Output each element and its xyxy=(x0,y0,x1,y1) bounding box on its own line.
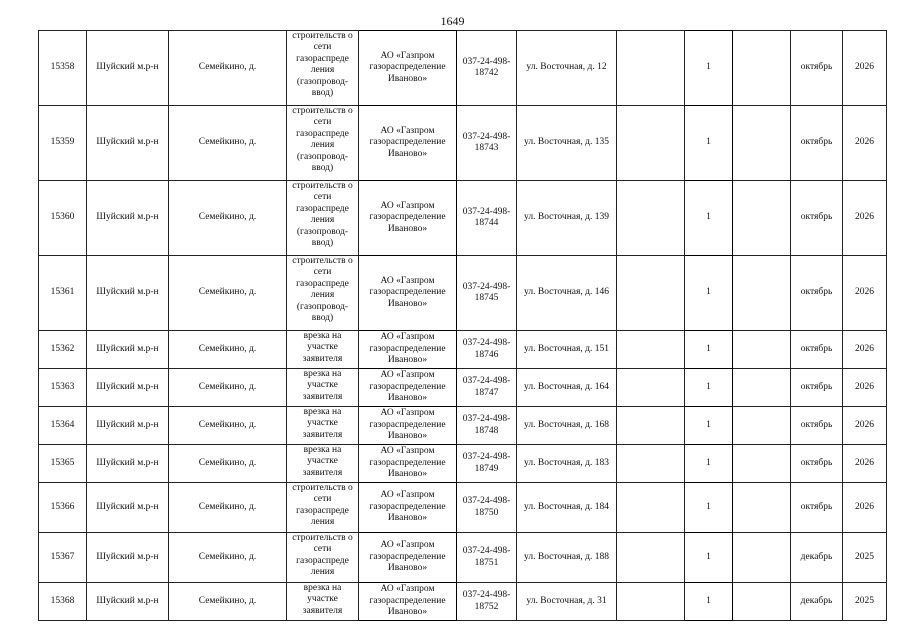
district-cell: Шуйский м.р-н xyxy=(87,331,169,369)
year-cell: 2026 xyxy=(843,256,887,331)
address-cell: ул. Восточная, д. 188 xyxy=(517,533,617,583)
organization-cell: АО «Газпром газораспределение Иваново» xyxy=(359,369,457,407)
address-cell: ул. Восточная, д. 151 xyxy=(517,331,617,369)
district-cell: Шуйский м.р-н xyxy=(87,181,169,256)
row-number: 15361 xyxy=(39,256,87,331)
empty-cell xyxy=(733,369,791,407)
year-cell: 2026 xyxy=(843,31,887,106)
work-type-cell: врезка на участке заявителя xyxy=(287,407,359,445)
table-row xyxy=(39,583,887,621)
work-type-cell: врезка на участке заявителя xyxy=(287,445,359,483)
district-cell: Шуйский м.р-н xyxy=(87,256,169,331)
district-cell: Шуйский м.р-н xyxy=(87,445,169,483)
table-row xyxy=(39,31,887,106)
application-code-cell: 037-24-498-18750 xyxy=(457,483,517,533)
year-cell: 2025 xyxy=(843,583,887,621)
month-cell: октябрь xyxy=(791,407,843,445)
organization-cell: АО «Газпром газораспределение Иваново» xyxy=(359,583,457,621)
empty-cell xyxy=(617,31,685,106)
empty-cell xyxy=(617,331,685,369)
address-cell: ул. Восточная, д. 12 xyxy=(517,31,617,106)
district-cell: Шуйский м.р-н xyxy=(87,533,169,583)
empty-cell xyxy=(733,181,791,256)
empty-cell xyxy=(733,31,791,106)
locality-cell: Семейкино, д. xyxy=(169,31,287,106)
work-type-cell: врезка на участке заявителя xyxy=(287,583,359,621)
work-type-cell: врезка на участке заявителя xyxy=(287,331,359,369)
row-number: 15359 xyxy=(39,106,87,181)
district-cell: Шуйский м.р-н xyxy=(87,483,169,533)
district-cell: Шуйский м.р-н xyxy=(87,369,169,407)
work-type-cell: строительств о сети газораспреде ления (газопровод-ввод) xyxy=(287,181,359,256)
year-cell: 2025 xyxy=(843,533,887,583)
row-number: 15363 xyxy=(39,369,87,407)
month-cell: октябрь xyxy=(791,331,843,369)
year-cell: 2026 xyxy=(843,483,887,533)
row-number: 15366 xyxy=(39,483,87,533)
work-type-cell: строительств о сети газораспреде ления xyxy=(287,533,359,583)
application-code-cell: 037-24-498-18747 xyxy=(457,369,517,407)
address-cell: ул. Восточная, д. 164 xyxy=(517,369,617,407)
quantity-cell: 1 xyxy=(685,256,733,331)
work-type-cell: строительств о сети газораспреде ления (газопровод-ввод) xyxy=(287,31,359,106)
year-cell: 2026 xyxy=(843,445,887,483)
quantity-cell: 1 xyxy=(685,369,733,407)
district-cell: Шуйский м.р-н xyxy=(87,31,169,106)
locality-cell: Семейкино, д. xyxy=(169,533,287,583)
quantity-cell: 1 xyxy=(685,181,733,256)
locality-cell: Семейкино, д. xyxy=(169,407,287,445)
application-code-cell: 037-24-498-18744 xyxy=(457,181,517,256)
address-cell: ул. Восточная, д. 168 xyxy=(517,407,617,445)
application-code-cell: 037-24-498-18746 xyxy=(457,331,517,369)
table-row xyxy=(39,533,887,583)
month-cell: октябрь xyxy=(791,181,843,256)
year-cell: 2026 xyxy=(843,407,887,445)
quantity-cell: 1 xyxy=(685,106,733,181)
month-cell: октябрь xyxy=(791,256,843,331)
table-row xyxy=(39,256,887,331)
empty-cell xyxy=(733,533,791,583)
empty-cell xyxy=(617,583,685,621)
empty-cell xyxy=(617,407,685,445)
application-code-cell: 037-24-498-18743 xyxy=(457,106,517,181)
address-cell: ул. Восточная, д. 183 xyxy=(517,445,617,483)
month-cell: декабрь xyxy=(791,583,843,621)
empty-cell xyxy=(617,369,685,407)
empty-cell xyxy=(733,445,791,483)
row-number: 15360 xyxy=(39,181,87,256)
locality-cell: Семейкино, д. xyxy=(169,331,287,369)
row-number: 15368 xyxy=(39,583,87,621)
row-number: 15365 xyxy=(39,445,87,483)
application-code-cell: 037-24-498-18742 xyxy=(457,31,517,106)
address-cell: ул. Восточная, д. 31 xyxy=(517,583,617,621)
application-code-cell: 037-24-498-18752 xyxy=(457,583,517,621)
organization-cell: АО «Газпром газораспределение Иваново» xyxy=(359,181,457,256)
table-row xyxy=(39,483,887,533)
address-cell: ул. Восточная, д. 135 xyxy=(517,106,617,181)
row-number: 15358 xyxy=(39,31,87,106)
row-number: 15367 xyxy=(39,533,87,583)
empty-cell xyxy=(617,445,685,483)
organization-cell: АО «Газпром газораспределение Иваново» xyxy=(359,407,457,445)
month-cell: октябрь xyxy=(791,106,843,181)
quantity-cell: 1 xyxy=(685,583,733,621)
organization-cell: АО «Газпром газораспределение Иваново» xyxy=(359,483,457,533)
empty-cell xyxy=(617,483,685,533)
empty-cell xyxy=(733,106,791,181)
empty-cell xyxy=(617,181,685,256)
address-cell: ул. Восточная, д. 184 xyxy=(517,483,617,533)
work-type-cell: строительств о сети газораспреде ления xyxy=(287,483,359,533)
work-type-cell: врезка на участке заявителя xyxy=(287,369,359,407)
row-number: 15362 xyxy=(39,331,87,369)
district-cell: Шуйский м.р-н xyxy=(87,407,169,445)
quantity-cell: 1 xyxy=(685,445,733,483)
table-row xyxy=(39,331,887,369)
application-code-cell: 037-24-498-18751 xyxy=(457,533,517,583)
locality-cell: Семейкино, д. xyxy=(169,583,287,621)
month-cell: октябрь xyxy=(791,369,843,407)
organization-cell: АО «Газпром газораспределение Иваново» xyxy=(359,445,457,483)
application-code-cell: 037-24-498-18749 xyxy=(457,445,517,483)
locality-cell: Семейкино, д. xyxy=(169,369,287,407)
month-cell: октябрь xyxy=(791,445,843,483)
quantity-cell: 1 xyxy=(685,533,733,583)
locality-cell: Семейкино, д. xyxy=(169,181,287,256)
page-number: 1649 xyxy=(440,14,465,28)
application-code-cell: 037-24-498-18745 xyxy=(457,256,517,331)
application-code-cell: 037-24-498-18748 xyxy=(457,407,517,445)
table-row xyxy=(39,407,887,445)
quantity-cell: 1 xyxy=(685,483,733,533)
year-cell: 2026 xyxy=(843,181,887,256)
month-cell: октябрь xyxy=(791,31,843,106)
address-cell: ул. Восточная, д. 139 xyxy=(517,181,617,256)
locality-cell: Семейкино, д. xyxy=(169,106,287,181)
month-cell: октябрь xyxy=(791,483,843,533)
organization-cell: АО «Газпром газораспределение Иваново» xyxy=(359,106,457,181)
year-cell: 2026 xyxy=(843,331,887,369)
year-cell: 2026 xyxy=(843,369,887,407)
empty-cell xyxy=(733,407,791,445)
locality-cell: Семейкино, д. xyxy=(169,445,287,483)
quantity-cell: 1 xyxy=(685,331,733,369)
district-cell: Шуйский м.р-н xyxy=(87,583,169,621)
quantity-cell: 1 xyxy=(685,407,733,445)
table-row xyxy=(39,106,887,181)
locality-cell: Семейкино, д. xyxy=(169,256,287,331)
address-cell: ул. Восточная, д. 146 xyxy=(517,256,617,331)
district-cell: Шуйский м.р-н xyxy=(87,106,169,181)
empty-cell xyxy=(733,331,791,369)
empty-cell xyxy=(617,106,685,181)
work-type-cell: строительств о сети газораспреде ления (газопровод-ввод) xyxy=(287,256,359,331)
table-row xyxy=(39,181,887,256)
work-type-cell: строительств о сети газораспреде ления (газопровод-ввод) xyxy=(287,106,359,181)
table-row xyxy=(39,369,887,407)
quantity-cell: 1 xyxy=(685,31,733,106)
row-number: 15364 xyxy=(39,407,87,445)
table-row xyxy=(39,445,887,483)
month-cell: декабрь xyxy=(791,533,843,583)
empty-cell xyxy=(617,256,685,331)
organization-cell: АО «Газпром газораспределение Иваново» xyxy=(359,31,457,106)
empty-cell xyxy=(733,256,791,331)
organization-cell: АО «Газпром газораспределение Иваново» xyxy=(359,533,457,583)
year-cell: 2026 xyxy=(843,106,887,181)
empty-cell xyxy=(733,583,791,621)
organization-cell: АО «Газпром газораспределение Иваново» xyxy=(359,331,457,369)
empty-cell xyxy=(733,483,791,533)
empty-cell xyxy=(617,533,685,583)
locality-cell: Семейкино, д. xyxy=(169,483,287,533)
registry-table xyxy=(38,30,887,621)
organization-cell: АО «Газпром газораспределение Иваново» xyxy=(359,256,457,331)
